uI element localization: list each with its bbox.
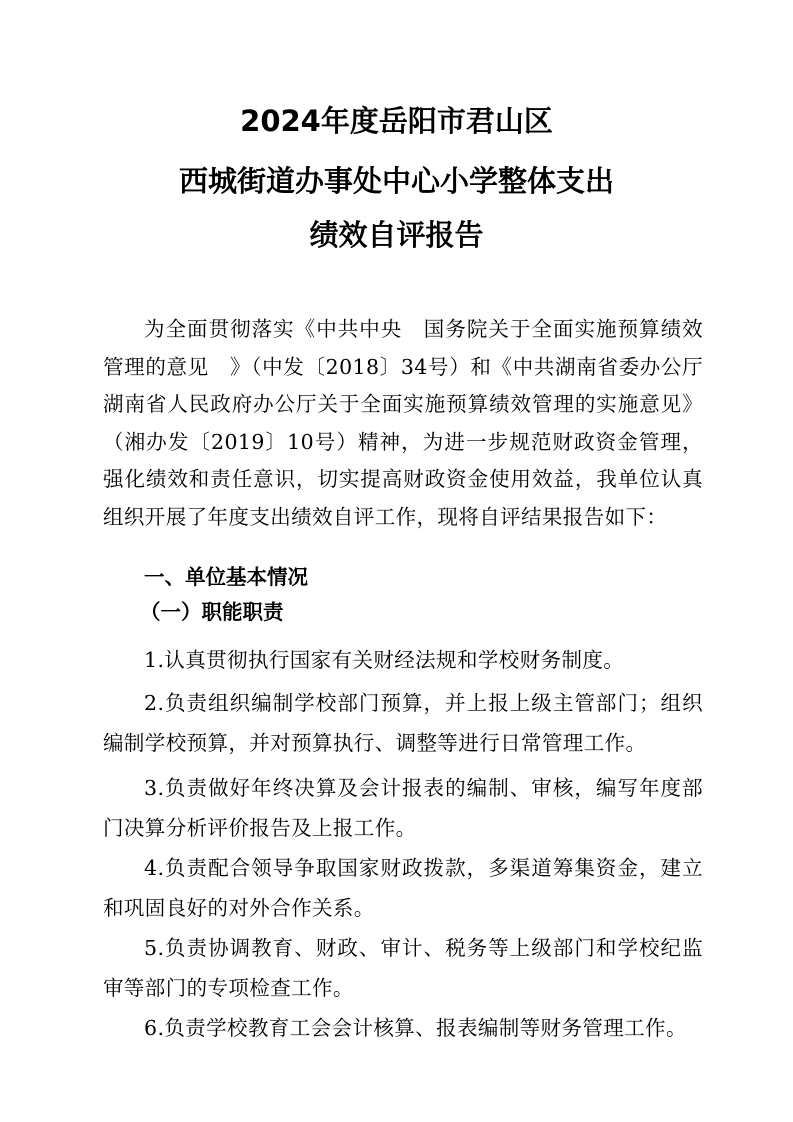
duty-item-6: 6.负责学校教育工会会计核算、报表编制等财务管理工作。 bbox=[144, 1016, 687, 1040]
report-title-line-1: 2024年度岳阳市君山区 bbox=[240, 104, 553, 138]
section-heading: 一、单位基本情况 bbox=[144, 565, 308, 589]
report-title-line-3: 绩效自评报告 bbox=[309, 218, 484, 252]
duty-item-2: 2.负责组织编制学校部门预算，并上报上级主管部门；组织编制学校预算，并对预算执行、调整等进行日常管理工作。 bbox=[103, 691, 703, 755]
duty-item-1: 1.认真贯彻执行国家有关财经法规和学校财务制度。 bbox=[144, 648, 625, 672]
intro-paragraph: 为全面贯彻落实《中共中央 国务院关于全面实施预算绩效管理的意见 》（中发〔2018〕34号）和《中共湖南省委办公厅 湖南省人民政府办公厅关于全面实施预算绩效管理的实施意见》（湘办发〔2019〕10号）精神，为进一步规范财政资金管理，强化绩效和责任意识，切实提高财政资金使用效益，我单位认真组织开展了年度支出绩效自评工作，现将自评结果报告如下： bbox=[103, 317, 703, 529]
report-title-line-2: 西城街道办事处中心小学整体支出 bbox=[178, 164, 614, 198]
duty-item-4: 4.负责配合领导争取国家财政拨款，多渠道筹集资金，建立和巩固良好的对外合作关系。 bbox=[103, 856, 703, 920]
subsection-heading: （一）职能职责 bbox=[140, 600, 284, 624]
duty-item-5: 5.负责协调教育、财政、审计、税务等上级部门和学校纪监审等部门的专项检查工作。 bbox=[103, 936, 703, 1000]
duty-item-3: 3.负责做好年终决算及会计报表的编制、审核，编写年度部门决算分析评价报告及上报工作。 bbox=[103, 776, 703, 840]
